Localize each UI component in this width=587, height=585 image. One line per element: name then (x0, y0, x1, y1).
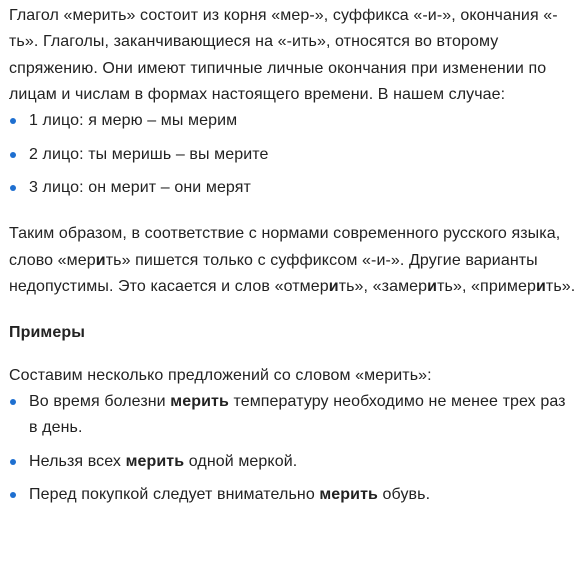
conclusion-text: ть» пишется только с суффиксом «-и-». Другие варианты недопустимы. Это касается и слов «отмер (9, 251, 538, 296)
example-text: Перед покупкой следует внимательно (29, 486, 320, 504)
example-text: Нельзя всех (29, 452, 126, 470)
highlighted-word: мерить (170, 392, 229, 410)
bullet-icon (10, 118, 16, 124)
bullet-icon (10, 492, 16, 498)
conclusion-text: ть», «пример (437, 278, 536, 296)
stressed-letter: и (328, 278, 339, 296)
list-item (9, 389, 577, 442)
bullet-icon (10, 399, 16, 405)
highlighted-word: мерить (125, 452, 185, 470)
list-item (9, 482, 577, 508)
highlighted-word: мерить (319, 486, 378, 504)
list-item-text: 1 лицо: я мерю – мы мерим (29, 112, 238, 130)
example-text: температуру необходимо не менее трех раз в день. (29, 392, 566, 437)
conclusion-text: ть». (545, 278, 576, 296)
examples-intro: Составим несколько предложений со словом «мерить»: (9, 366, 432, 384)
bullet-icon (10, 185, 16, 191)
bullet-icon (10, 459, 16, 465)
list-item (9, 449, 577, 475)
conclusion-text: Таким образом, в соответствие с нормами современного русского языка, слово «мер (9, 225, 561, 269)
example-text: одной меркой. (184, 452, 298, 470)
conclusion-text: ть», «замер (338, 278, 428, 296)
list-item-text: 3 лицо: он мерит – они мерят (29, 179, 251, 197)
examples-heading: Примеры (9, 324, 85, 342)
examples-list (9, 389, 577, 509)
article-body (9, 3, 577, 516)
list-item (9, 142, 577, 168)
list-item-text: 2 лицо: ты меришь – вы мерите (29, 145, 269, 163)
conclusion-paragraph (9, 221, 577, 300)
list-item (9, 108, 577, 134)
stressed-letter: и (535, 278, 546, 296)
stressed-letter: и (427, 278, 438, 296)
intro-paragraph: Глагол «мерить» состоит из корня «мер-», суффикса «-и-», окончания «-ть». Глаголы, заканчивающиеся на «-ить», относятся во второму спряжению. Они имеют типичные личные окончания при изменении по лицам и числам в формах настоящего времени. В нашем случае: (9, 7, 558, 103)
example-text: обувь. (377, 486, 431, 504)
bullet-icon (10, 152, 16, 158)
conjugation-list (9, 108, 577, 201)
example-text: Во время болезни (29, 392, 171, 410)
stressed-letter: и (95, 251, 106, 269)
list-item (9, 175, 577, 201)
